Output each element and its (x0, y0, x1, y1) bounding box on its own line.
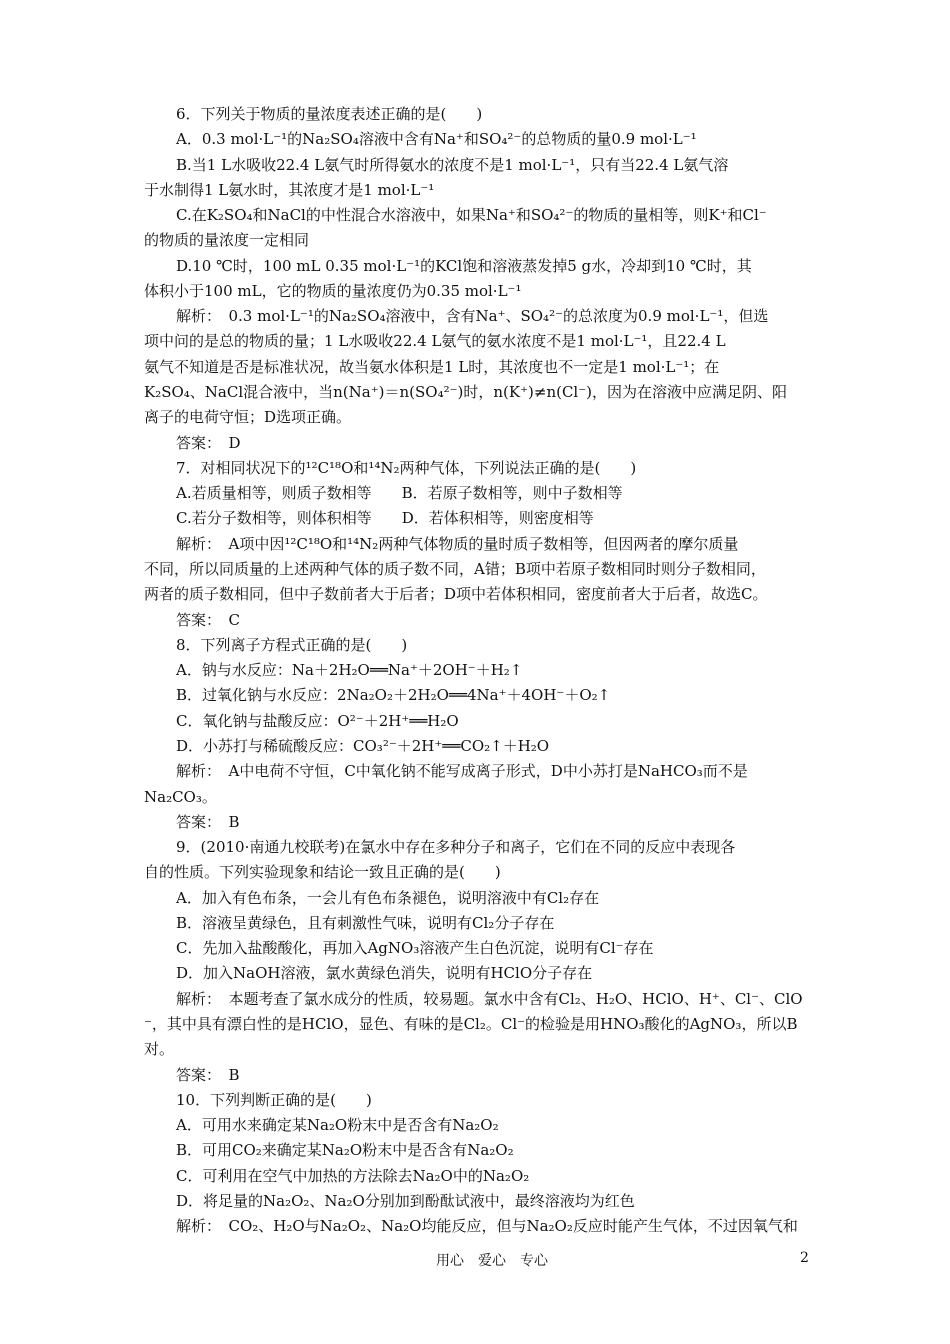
text-line: 离子的电荷守恒；D选项正确。 (144, 408, 352, 426)
text-line: B．过氧化钠与水反应：2Na₂O₂＋2H₂O══4Na⁺＋4OH⁻＋O₂↑ (176, 686, 611, 704)
text-line: 解析： 0.3 mol·L⁻¹的Na₂SO₄溶液中，含有Na⁺、SO₄²⁻的总浓度为0.9 mol·L⁻¹，但选 (176, 307, 769, 325)
footer-motto: 用心 爱心 专心 (436, 1253, 548, 1269)
text-line: 解析： CO₂、H₂O与Na₂O₂、Na₂O均能反应，但与Na₂O₂反应时能产生气体，不过因氧气和 (176, 1217, 798, 1235)
text-line: 答案： C (176, 611, 240, 629)
text-line: A.若质量相等，则质子数相等 B．若原子数相等，则中子数相等 (176, 484, 623, 502)
text-line: 氨气不知道是否是标准状况，故当氨水体积是1 L时，其浓度也不一定是1 mol·L⁻¹；在 (144, 358, 720, 376)
text-line: B．溶液呈黄绿色，且有刺激性气味，说明有Cl₂分子存在 (176, 914, 555, 932)
text-line: 不同，所以同质量的上述两种气体的质子数不同，A错；B项中若原子数相同时则分子数相同， (144, 560, 766, 578)
text-line: ⁻，其中具有漂白性的是HClO，显色、有味的是Cl₂。Cl⁻的检验是用HNO₃酸化的AgNO₃，所以B (144, 1015, 798, 1033)
text-line: 解析： A项中因¹²C¹⁸O和¹⁴N₂两种气体物质的量时质子数相等，但因两者的摩尔质量 (176, 535, 739, 553)
text-line: 的物质的量浓度一定相同 (144, 231, 310, 249)
text-line: 答案： B (176, 1066, 240, 1084)
text-line: 9．(2010·南通九校联考)在氯水中存在多种分子和离子，它们在不同的反应中表现各 (176, 838, 736, 856)
text-line: 两者的质子数相同，但中子数前者大于后者；D项中若体积相同，密度前者大于后者，故选C。 (144, 585, 768, 603)
text-line: C．先加入盐酸酸化，再加入AgNO₃溶液产生白色沉淀，说明有Cl⁻存在 (176, 939, 654, 957)
text-line: 答案： B (176, 813, 240, 831)
text-line: D．将足量的Na₂O₂、Na₂O分别加到酚酞试液中，最终溶液均为红色 (176, 1192, 635, 1210)
text-line: C.在K₂SO₄和NaCl的中性混合水溶液中，如果Na⁺和SO₄²⁻的物质的量相等，则K⁺和Cl⁻ (176, 206, 767, 224)
page-number: 2 (800, 1250, 809, 1266)
text-line: D．加入NaOH溶液，氯水黄绿色消失，说明有HClO分子存在 (176, 964, 593, 982)
text-line: 答案： D (176, 434, 241, 452)
text-line: K₂SO₄、NaCl混合液中，当n(Na⁺)＝n(SO₄²⁻)时，n(K⁺)≠n(Cl⁻)，因为在溶液中应满足阴、阳 (144, 383, 787, 401)
text-line: B.当1 L水吸收22.4 L氨气时所得氨水的浓度不是1 mol·L⁻¹，只有当22.4 L氨气溶 (176, 156, 729, 174)
text-line: 8．下列离子方程式正确的是( ) (176, 636, 408, 654)
text-line: 6．下列关于物质的量浓度表述正确的是( ) (176, 105, 483, 123)
text-line: A．0.3 mol·L⁻¹的Na₂SO₄溶液中含有Na⁺和SO₄²⁻的总物质的量0.9 mol·L⁻¹ (176, 130, 697, 148)
text-line: C．可利用在空气中加热的方法除去Na₂O中的Na₂O₂ (176, 1167, 530, 1185)
text-line: 于水制得1 L氨水时，其浓度才是1 mol·L⁻¹ (144, 181, 435, 199)
text-line: 解析： 本题考查了氯水成分的性质，较易题。氯水中含有Cl₂、H₂O、HClO、H⁺、Cl⁻、ClO (176, 990, 803, 1008)
text-line: C．氧化钠与盐酸反应：O²⁻＋2H⁺══H₂O (176, 712, 459, 730)
text-line: B．可用CO₂来确定某Na₂O粉末中是否含有Na₂O₂ (176, 1141, 514, 1159)
text-line: 体积小于100 mL，它的物质的量浓度仍为0.35 mol·L⁻¹ (144, 282, 522, 300)
text-line: D.10 ℃时，100 mL 0.35 mol·L⁻¹的KCl饱和溶液蒸发掉5 g水，冷却到10 ℃时，其 (176, 257, 752, 275)
text-line: A．加入有色布条，一会儿有色布条褪色，说明溶液中有Cl₂存在 (176, 889, 600, 907)
text-line: 自的性质。下列实验现象和结论一致且正确的是( ) (144, 863, 501, 881)
text-line: D．小苏打与稀硫酸反应：CO₃²⁻＋2H⁺══CO₂↑＋H₂O (176, 737, 550, 755)
text-line: A．钠与水反应：Na＋2H₂O══Na⁺＋2OH⁻＋H₂↑ (176, 661, 523, 679)
text-line: 10．下列判断正确的是( ) (176, 1091, 372, 1109)
text-line: 7．对相同状况下的¹²C¹⁸O和¹⁴N₂两种气体，下列说法正确的是( ) (176, 459, 637, 477)
text-line: 项中问的是总的物质的量；1 L水吸收22.4 L氨气的氨水浓度不是1 mol·L⁻¹，且22.4 L (144, 332, 726, 350)
text-line: 对。 (144, 1040, 175, 1058)
text-line: A．可用水来确定某Na₂O粉末中是否含有Na₂O₂ (176, 1116, 499, 1134)
text-line: 解析： A中电荷不守恒，C中氧化钠不能写成离子形式，D中小苏打是NaHCO₃而不是 (176, 762, 748, 780)
text-line: C.若分子数相等，则体积相等 D．若体积相等，则密度相等 (176, 509, 594, 527)
text-line: Na₂CO₃。 (144, 788, 217, 806)
